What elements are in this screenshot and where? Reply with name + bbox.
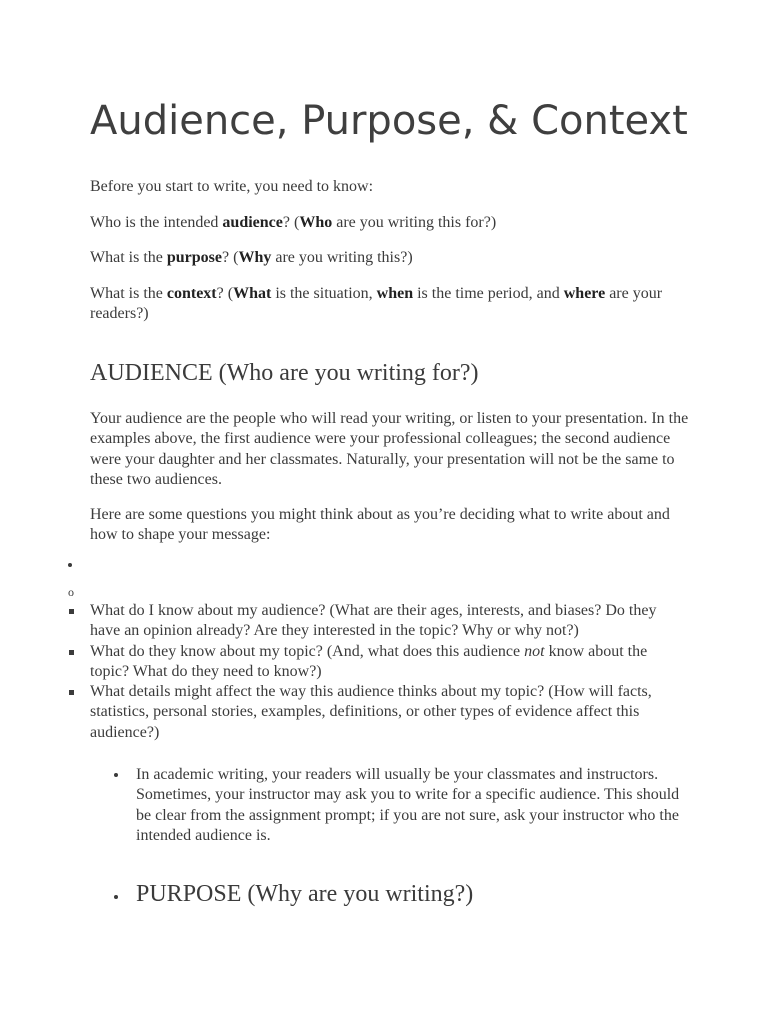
audience-question-item: What details might affect the way this audience thinks about my topic? (How will facts, statistics, personal stories, examples, definitions, or other types of evidence affect this audience?): [90, 683, 652, 741]
question-purpose: What is the purpose? (Why are you writing this?): [90, 249, 413, 266]
audience-paragraph-1: Your audience are the people who will read your writing, or listen to your presentation. In the examples above, the first audience were your professional colleagues; the second audience were your daughter and her classmates. Naturally, your presentation will not be the same to these two audiences.: [90, 410, 689, 488]
audience-question-item: What do they know about my topic? (And, what does this audience not know about the topic? What do they need to know?): [90, 643, 648, 681]
bullet-icon: [114, 895, 118, 899]
audience-paragraph-2: Here are some questions you might think about as you’re deciding what to write about and how to shape your message:: [90, 506, 670, 544]
question-audience: Who is the intended audience? (Who are you writing this for?): [90, 214, 497, 231]
square-bullet-icon: [69, 650, 74, 655]
intro-lead: Before you start to write, you need to know:: [90, 178, 374, 195]
audience-question-item: What do I know about my audience? (What are their ages, interests, and biases? Do they have an opinion already? Are they interested in the topic? Why or why not?): [90, 602, 657, 640]
audience-heading: AUDIENCE (Who are you writing for?): [90, 360, 479, 386]
question-context: What is the context? (What is the situation, when is the time period, and where are your readers?): [90, 285, 663, 323]
square-bullet-icon: [69, 690, 74, 695]
empty-bullet-icon: [68, 563, 72, 567]
empty-circle-bullet: o: [68, 585, 74, 599]
purpose-heading: PURPOSE (Why are you writing?): [136, 881, 474, 907]
page-title: Audience, Purpose, & Context: [90, 98, 688, 144]
square-bullet-icon: [69, 609, 74, 614]
bullet-icon: [114, 773, 118, 777]
academic-writing-note: In academic writing, your readers will usually be your classmates and instructors. Sometimes, your instructor may ask you to write for a specific audience. This should be clear from the assignment prompt; if you are not sure, ask your instructor who the intended audience is.: [136, 766, 680, 844]
